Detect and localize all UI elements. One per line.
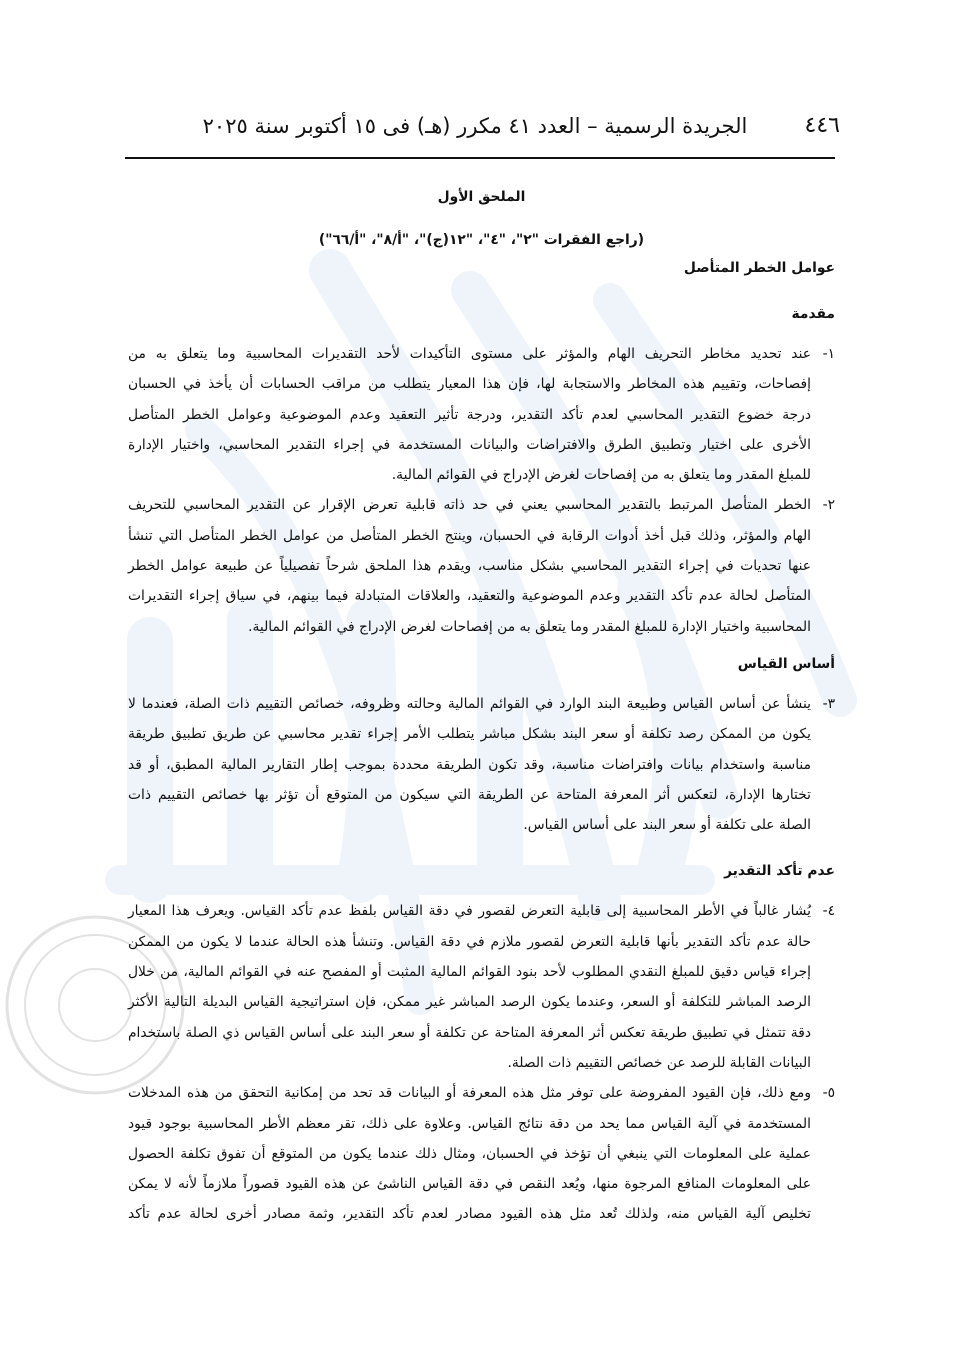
paragraph-3 xyxy=(128,689,835,840)
paragraph-4 xyxy=(128,896,835,1078)
paragraph-line: يكون من الممكن رصد تكلفة أو سعر البند بشكل مباشر يتطلب الأمر إجراء تقدير محاسبي عن طريق تطبيق طريقة xyxy=(128,726,811,743)
paragraph-line: تختارها الإدارة، لتعكس أثر المعرفة المتاحة عن الطريقة التي سيكون من المتوقع أن تؤثر بها خصائص التقييم ذات xyxy=(128,786,811,803)
paragraph-text xyxy=(128,896,811,1078)
paragraph-line: الخطر المتأصل المرتبط بالتقدير المحاسبي يعني في حد ذاته قابلية تعرض الإقرار عن التقدير المحاسبي للتحريف xyxy=(128,497,811,514)
paragraph-number: ٣- xyxy=(822,695,835,712)
heading-introduction: مقدمة xyxy=(791,306,835,322)
paragraph-line: دقة تتمثل في تطبيق طريقة تعكس أثر المعرفة المتاحة عن تكلفة أو سعر البند على أساس القياس ذي الصلة باستخدام xyxy=(128,1024,811,1041)
paragraph-line: للمبلغ المقدر وما يتعلق به من إفصاحات لغرض الإدراج في القوائم المالية. xyxy=(391,467,811,484)
paragraph-line: على المعلومات المنافع المرجوة منها، ويُعد النقص في دقة القياس الناشئ عن هذه القيود قصوراً ملازماً لأنه لا يمكن xyxy=(128,1176,811,1193)
paragraph-text xyxy=(128,689,811,840)
paragraph-line: المستخدمة في آلية القياس مما يحد من دقة نتائج القياس. وعلاوة على ذلك، تقر معظم الأطر المحاسبية بوجود قيود xyxy=(128,1115,811,1132)
paragraph-line: الصلة على تكلفة أو سعر البند على أساس القياس. xyxy=(523,817,811,834)
paragraph-line: عنها تحديات في إجراء التقدير المحاسبي بشكل مناسب، ويقدم هذا الملحق شرحاً تفصيلياً عن طبيعة عوامل الخطر xyxy=(128,558,811,575)
paragraph-line: يُشار غالباً في الأطر المحاسبية إلى قابلية التعرض لقصور في دقة القياس بلفظ عدم تأكد القياس. ويعرف هذا المعيار xyxy=(128,903,811,920)
header-divider xyxy=(125,157,835,159)
paragraph-number: ٤- xyxy=(822,903,835,920)
paragraph-line: تخليص آلية القياس منه، ولذلك تُعد مثل هذه القيود مصادر لعدم تأكد التقدير، وثمة مصادر أخرى لحالة عدم تأكد xyxy=(128,1206,811,1223)
paragraph-number: ٥- xyxy=(822,1085,835,1102)
paragraph-line: عملية على المعلومات التي ينبغي أن تؤخذ في الحسبان، ومثال ذلك عندما يكون من المتوقع أن تفوق تكلفة الحصول xyxy=(128,1145,811,1162)
paragraph-line: الهام والمؤثر، وذلك قبل أخذ أدوات الرقابة في الحسبان، وينتج الخطر المتأصل من عوامل الخطر المتأصل التي تنشأ xyxy=(128,527,811,544)
paragraph-line: إفصاحات، وتقييم هذه المخاطر والاستجابة لها، فإن هذا المعيار يتطلب من مراقب الحسابات أن يأخذ في الحسبان xyxy=(128,376,811,393)
paragraph-line: الرصد المباشر للتكلفة أو السعر، وعندما يكون الرصد المباشر غير ممكن، فإن استراتيجية القياس البديلة التالية الأكثر xyxy=(128,994,811,1011)
heading-measurement-basis: أساس القياس xyxy=(737,655,835,672)
paragraph-line: ومع ذلك، فإن القيود المفروضة على توفر مثل هذه المعرفة أو البيانات قد تحد من إمكانية التحقق من هذه المدخلات xyxy=(128,1085,811,1102)
paragraph-text xyxy=(128,1078,811,1229)
gazette-header-title: الجريدة الرسمية – العدد ٤١ مكرر (هـ) فى ١٥ أكتوبر سنة ٢٠٢٥ xyxy=(202,114,748,138)
paragraph-text xyxy=(128,490,811,641)
paragraph-line: المحاسبية واختيار الإدارة للمبلغ المقدر وما يتعلق به من إفصاحات لغرض الإدراج في القوائم المالية. xyxy=(248,618,811,635)
paragraph-line: مناسبة واستخدام بيانات وافتراضات مناسبة، وقد تكون الطريقة محددة بموجب إطار التقارير المالية المطبق، أو قد xyxy=(128,756,811,773)
heading-estimation-uncertainty: عدم تأكد التقدير xyxy=(724,863,835,880)
paragraph-line: حالة عدم تأكد التقدير بأنها قابلية التعرض لقصور ملازم في دقة القياس. وتنشأ هذه الحالة عندما لا يكون من الممكن xyxy=(128,933,811,950)
paragraph-line: ينشأ عن أساس القياس وطبيعة البند الوارد في القوائم المالية وحالته وظروفه، خصائص التقييم ذات الصلة، فعندما لا xyxy=(128,695,811,712)
paragraph-line: المتأصل لحالة عدم تأكد التقدير وعدم الموضوعية والتعقيد، والعلاقات المتبادلة فيما بينهم، في سياق إجراء التقديرات xyxy=(128,588,811,605)
paragraph-line: عند تحديد مخاطر التحريف الهام والمؤثر على مستوى التأكيدات لأحد التقديرات المحاسبية وما يتعلق به من xyxy=(128,346,811,362)
page-number: ٤٤٦ xyxy=(804,113,840,138)
paragraph-line: الأخرى على اختيار وتطبيق الطرق والافتراضات والبيانات المستخدمة في إجراء التقدير المحاسبي، واختيار الإدارة xyxy=(128,436,811,453)
paragraph-text xyxy=(128,339,811,490)
paragraph-number: ٢- xyxy=(822,497,835,514)
paragraph-5 xyxy=(128,1078,835,1229)
heading-inherent-risk-factors: عوامل الخطر المتأصل xyxy=(683,260,835,276)
paragraph-line: البيانات القابلة للرصد عن خصائص التقييم ذات الصلة. xyxy=(507,1054,811,1071)
paragraph-number: ١- xyxy=(822,346,835,362)
paragraph-2 xyxy=(128,490,835,641)
paragraph-line: إجراء قياس دقيق للمبلغ النقدي المطلوب لأحد بنود القوائم المالية المثبت أو المفصح عنه في القوائم المالية، من خلال xyxy=(128,964,811,981)
paragraph-1 xyxy=(128,339,835,490)
paragraph-line: درجة خضوع التقدير المحاسبي لعدم تأكد التقدير، ودرجة تأثير التعقيد وعدم الموضوعية وعوامل الخطر المتأصل xyxy=(128,406,811,423)
document-body xyxy=(128,183,835,1230)
annex-title: الملحق الأول xyxy=(437,189,526,205)
annex-reference: (راجع الفقرات "٢"، "٤"، "١٢(ج)"، "أ/٨"، "أ/٦٦") xyxy=(318,232,645,248)
